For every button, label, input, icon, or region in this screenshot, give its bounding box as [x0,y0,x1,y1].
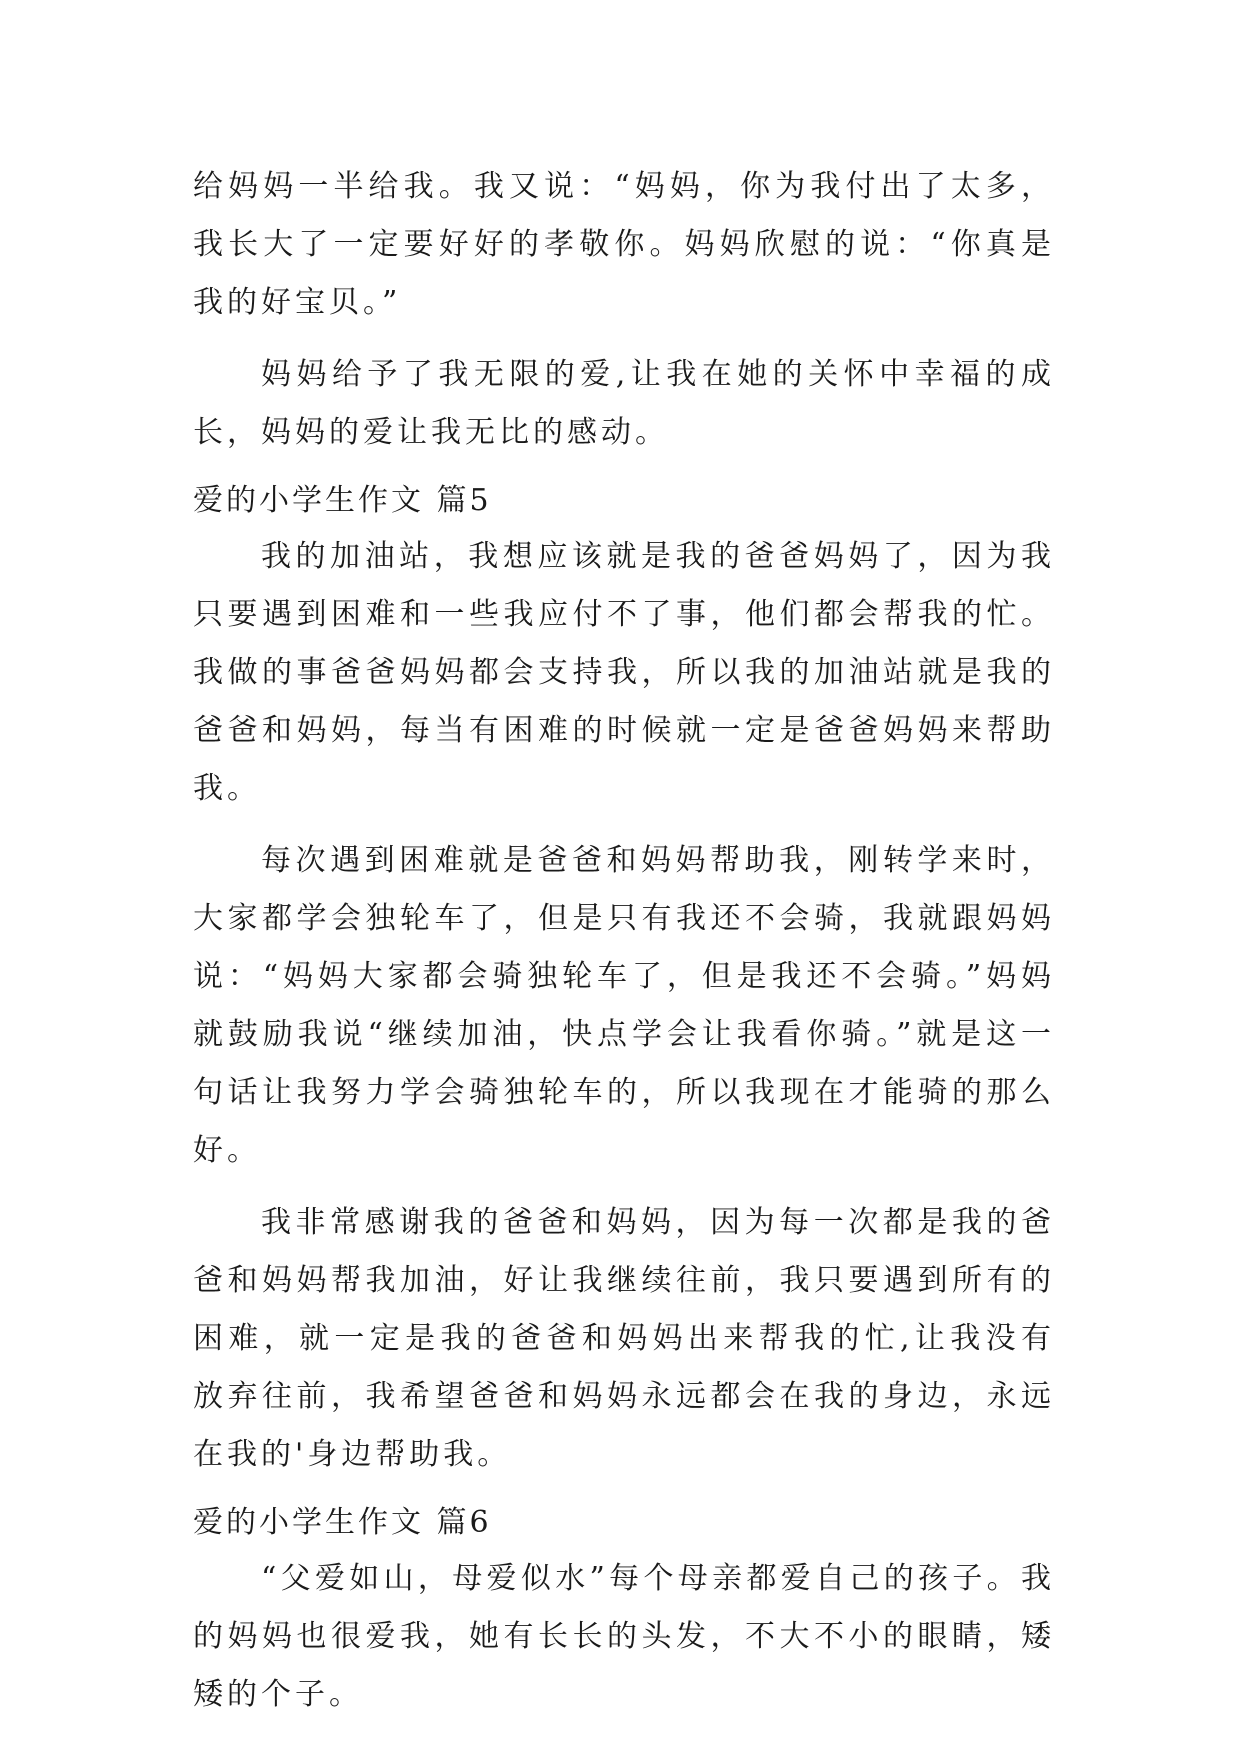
paragraph: 我的加油站，我想应该就是我的爸爸妈妈了，因为我只要遇到困难和一些我应付不了事，他们都会帮我的忙。我做的事爸爸妈妈都会支持我，所以我的加油站就是我的爸爸和妈妈，每当有困难的时候就一定是爸爸妈妈来帮助我。 [193,539,1055,806]
document-body [193,158,1055,1738]
paragraph: 我非常感谢我的爸爸和妈妈，因为每一次都是我的爸爸和妈妈帮我加油，好让我继续往前，我只要遇到所有的困难，就一定是我的爸爸和妈妈出来帮我的忙,让我没有放弃往前，我希望爸爸和妈妈永远都会在我的身边，永远在我的'身边帮助我。 [193,1205,1055,1472]
section-heading: 爱的小学生作文 篇6 [193,1505,492,1540]
paragraph: 每次遇到困难就是爸爸和妈妈帮助我，刚转学来时，大家都学会独轮车了，但是只有我还不会骑，我就跟妈妈说：“妈妈大家都会骑独轮车了，但是我还不会骑。”妈妈就鼓励我说“继续加油，快点学会让我看你骑。”就是这一句话让我努力学会骑独轮车的，所以我现在才能骑的那么好。 [193,843,1055,1168]
section-heading: 爱的小学生作文 篇5 [193,483,492,518]
paragraph: “父爱如山，母爱似水”每个母亲都爱自己的孩子。我的妈妈也很爱我，她有长长的头发，不大不小的眼睛，矮矮的个子。 [193,1561,1055,1712]
paragraph: 妈妈给予了我无限的爱,让我在她的关怀中幸福的成长，妈妈的爱让我无比的感动。 [193,357,1055,450]
paragraph: 给妈妈一半给我。我又说：“妈妈，你为我付出了太多，我长大了一定要好好的孝敬你。妈妈欣慰的说：“你真是我的好宝贝。” [193,169,1055,320]
